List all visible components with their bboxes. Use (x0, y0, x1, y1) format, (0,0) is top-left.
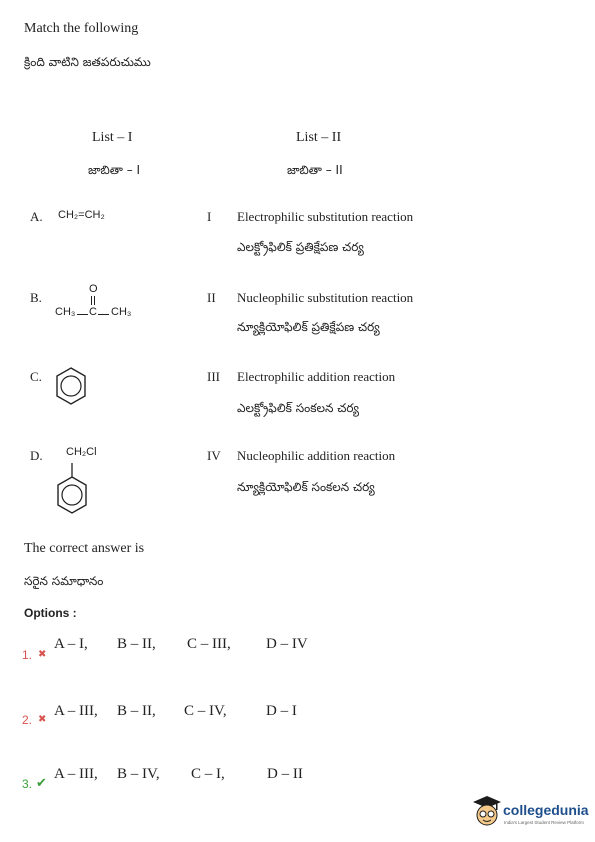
acetone-oxygen: O (89, 283, 98, 295)
wrong-mark-icon: ✖ (38, 714, 47, 725)
option-2[interactable] (22, 703, 352, 731)
list1-label-b: B. (30, 290, 42, 305)
carbonyl-bond-line-2 (94, 296, 95, 305)
benzyl-chloride-ring-icon (55, 461, 89, 519)
list2-num-4: IV (207, 448, 221, 463)
option-1-number: 1. (22, 648, 33, 662)
list2-item-1-en: Electrophilic substitution reaction (237, 209, 414, 224)
list2-item-3-en: Electrophilic addition reaction (237, 369, 396, 384)
acetone-right-methyl: CH₃ (111, 306, 132, 318)
option-3-part-d: D – II (267, 766, 303, 782)
benzyl-substituent: CH₂Cl (66, 446, 97, 458)
logo-wordmark: collegedunia (503, 802, 589, 818)
list2-num-3: III (207, 369, 220, 384)
list2-item-2-te: న్యూక్లియోఫిలిక్ ప్రతిక్షేపణ చర్య (237, 320, 380, 334)
option-1-part-c: C – III, (187, 636, 231, 652)
list1-header-en: List – I (92, 130, 133, 145)
option-3-part-c: C – I, (191, 766, 225, 782)
option-1-part-b: B – II, (117, 636, 156, 652)
option-2-part-b: B – II, (117, 703, 156, 719)
list2-num-1: I (207, 209, 212, 224)
list1-header-te: జాబితా – I (88, 163, 141, 177)
answer-prompt-te: సరైన సమాధానం (24, 574, 104, 588)
acetone-carbon: C (89, 306, 97, 318)
logo-tagline: India's Largest Student Review Platform (504, 820, 584, 825)
graduate-mascot-icon (472, 794, 502, 828)
answer-prompt-en: The correct answer is (24, 541, 145, 556)
acetone-left-methyl: CH₃ (55, 306, 76, 318)
option-3-part-a: A – III, (54, 766, 98, 782)
list2-item-4-en: Nucleophilic addition reaction (237, 448, 396, 463)
list2-header-en: List – II (296, 130, 342, 145)
acetone-right-bond (98, 314, 109, 315)
list2-item-1-te: ఎలక్ట్రోఫిలిక్ ప్రతిక్షేపణ చర్య (237, 240, 364, 254)
option-1-part-d: D – IV (266, 636, 308, 652)
benzene-ring-icon (54, 366, 88, 406)
option-2-part-a: A – III, (54, 703, 98, 719)
list2-item-3-te: ఎలక్ట్రోఫిలిక్ సంకలన చర్య (237, 401, 359, 415)
acetone-structure (55, 283, 145, 328)
option-1[interactable] (22, 636, 352, 664)
list2-item-4-te: న్యూక్లియోఫిలిక్ సంకలన చర్య (237, 480, 375, 494)
collegedunia-logo (470, 794, 590, 834)
wrong-mark-icon: ✖ (38, 649, 47, 660)
list2-item-2-en: Nucleophilic substitution reaction (237, 290, 414, 305)
list1-label-c: C. (30, 369, 42, 384)
list2-num-2: II (207, 290, 216, 305)
list1-label-d: D. (30, 448, 43, 463)
list1-label-a: A. (30, 209, 43, 224)
option-3[interactable] (22, 766, 352, 794)
question-title-en: Match the following (24, 21, 139, 36)
option-2-part-d: D – I (266, 703, 297, 719)
acetone-left-bond (77, 314, 88, 315)
option-2-part-c: C – IV, (184, 703, 227, 719)
option-3-number: 3. (22, 777, 33, 791)
option-1-part-a: A – I, (54, 636, 88, 652)
option-2-number: 2. (22, 713, 33, 727)
correct-check-icon: ✔ (36, 775, 47, 790)
list1-formula-ethene: CH₂=CH₂ (58, 209, 105, 221)
option-3-part-b: B – IV, (117, 766, 160, 782)
options-label: Options : (24, 606, 77, 620)
question-title-te: క్రింది వాటిని జతపరుచుము (24, 55, 151, 69)
carbonyl-bond-line-1 (91, 296, 92, 305)
list2-header-te: జాబితా – II (287, 163, 343, 177)
